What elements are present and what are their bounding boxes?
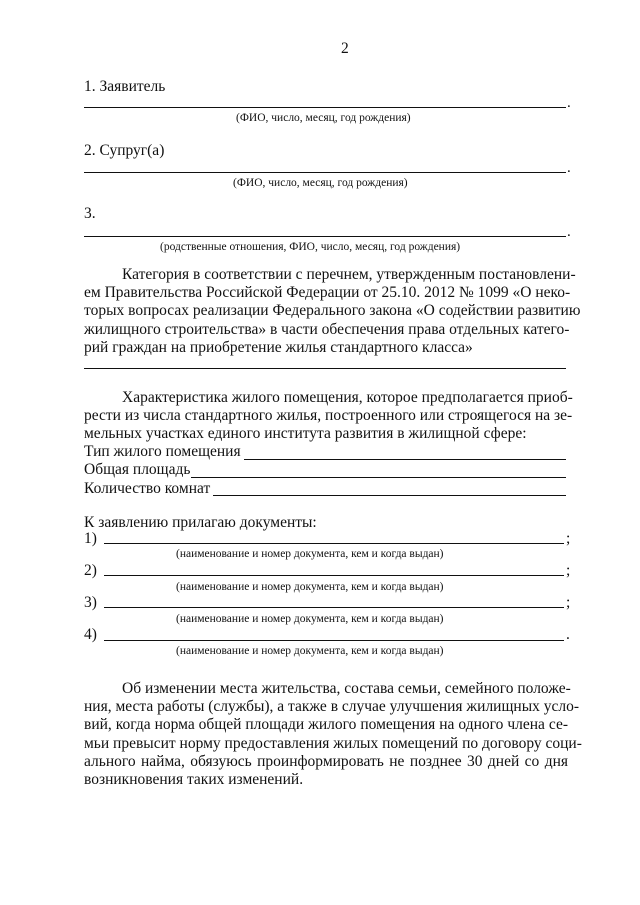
document-caption: (наименование и номер документа, кем и когда выдан)	[176, 548, 444, 560]
document-end-mark: ;	[566, 594, 571, 611]
document-input-line[interactable]	[104, 640, 564, 641]
document-end-mark: ;	[566, 562, 571, 579]
obligation-line: мьи превысит норму предоставления жилых помещений по договору соци-	[84, 734, 582, 752]
applicant-input-line[interactable]	[84, 107, 566, 108]
category-paragraph	[84, 266, 581, 357]
obligation-line: возникновения таких изменений.	[84, 771, 304, 789]
obligation-paragraph	[84, 680, 582, 789]
document-caption: (наименование и номер документа, кем и когда выдан)	[176, 613, 444, 625]
relative-input-line[interactable]	[84, 236, 566, 237]
housing-paragraph	[84, 389, 573, 444]
category-line: торых вопросах реализации Федерального закона «О содействии развитию	[84, 302, 581, 320]
document-caption: (наименование и номер документа, кем и когда выдан)	[176, 581, 444, 593]
spouse-label: 2. Супруг(а)	[84, 142, 165, 159]
document-input-line[interactable]	[104, 543, 564, 544]
housing-area-input-line[interactable]	[191, 477, 566, 478]
document-end-mark: .	[566, 626, 570, 643]
housing-type-label: Тип жилого помещения	[84, 443, 241, 460]
document-number: 3)	[84, 594, 97, 611]
housing-line: мельных участках единого института развития в жилищной сфере:	[84, 425, 527, 443]
obligation-line: вий, когда норма общей площади жилого помещения на одного члена се-	[84, 716, 568, 734]
document-caption: (наименование и номер документа, кем и когда выдан)	[176, 645, 444, 657]
page-number: 2	[341, 40, 349, 57]
category-line: рий граждан на приобретение жилья стандартного класса»	[84, 338, 473, 356]
spouse-caption: (ФИО, число, месяц, год рождения)	[233, 177, 408, 189]
spouse-input-line[interactable]	[84, 172, 566, 173]
housing-rooms-input-line[interactable]	[213, 495, 566, 496]
obligation-line: ального найма, обязуюсь проинформировать не позднее 30 дней со дня	[84, 752, 568, 770]
housing-line: рести из числа стандартного жилья, построенного или строящегося на зе-	[84, 407, 573, 425]
document-number: 4)	[84, 626, 97, 643]
spouse-end-mark: .	[567, 160, 571, 176]
obligation-line: ния, места работы (службы), а также в случае улучшения жилищных усло-	[84, 698, 580, 716]
relative-end-mark: .	[567, 224, 571, 240]
category-input-line[interactable]	[84, 368, 566, 369]
applicant-end-mark: .	[567, 95, 571, 111]
relative-caption: (родственные отношения, ФИО, число, месяц, год рождения)	[160, 241, 461, 253]
document-number: 2)	[84, 562, 97, 579]
applicant-label: 1. Заявитель	[84, 78, 166, 95]
category-line: жилищного строительства» в части обеспечения права отдельных катего-	[84, 320, 570, 338]
document-number: 1)	[84, 530, 97, 547]
housing-area-label: Общая площадь	[84, 461, 191, 478]
category-line: ем Правительства Российской Федерации от 25.10. 2012 № 1099 «О неко-	[84, 284, 571, 302]
document-end-mark: ;	[566, 530, 571, 547]
housing-type-input-line[interactable]	[244, 459, 566, 460]
applicant-caption: (ФИО, число, месяц, год рождения)	[236, 112, 411, 124]
relative-label: 3.	[84, 205, 96, 222]
housing-line: Характеристика жилого помещения, которое предполагается приоб-	[122, 389, 573, 406]
housing-rooms-label: Количество комнат	[84, 480, 211, 497]
category-line: Категория в соответствии с перечнем, утвержденным постановлени-	[122, 266, 576, 283]
document-input-line[interactable]	[104, 607, 564, 608]
documents-heading: К заявлению прилагаю документы:	[84, 514, 317, 531]
obligation-line: Об изменении места жительства, состава семьи, семейного положе-	[122, 680, 571, 697]
document-input-line[interactable]	[104, 575, 564, 576]
